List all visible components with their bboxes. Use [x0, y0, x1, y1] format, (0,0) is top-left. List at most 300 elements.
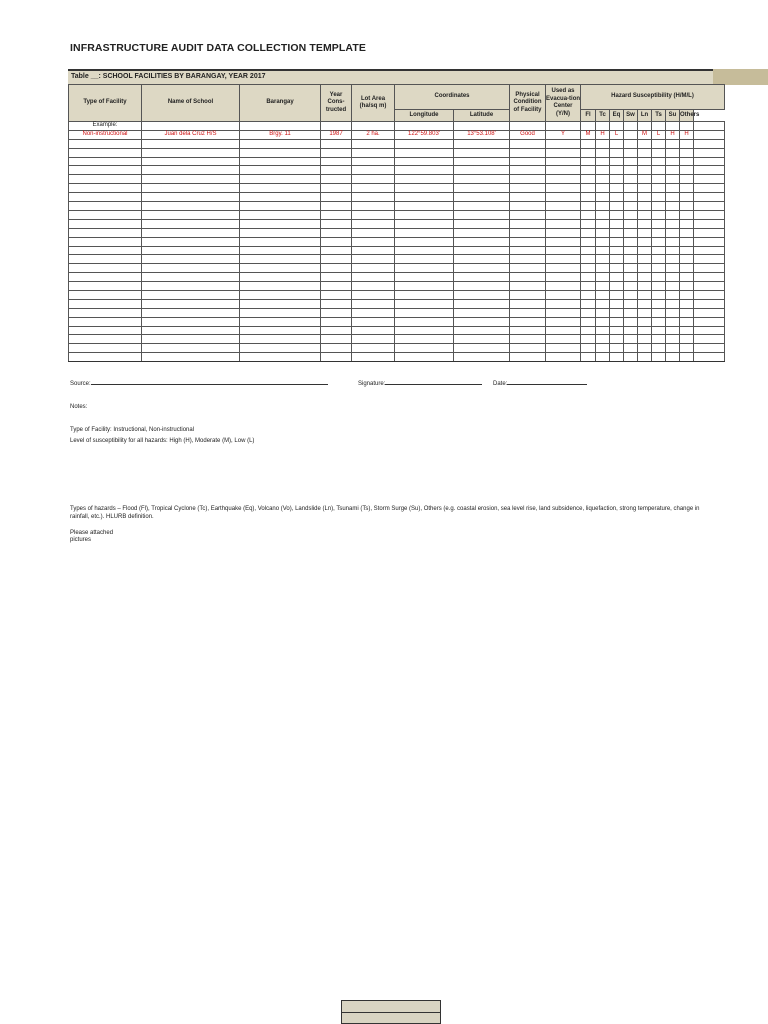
table-cell[interactable]	[546, 326, 581, 335]
table-cell[interactable]	[240, 308, 321, 317]
table-cell[interactable]	[510, 335, 546, 344]
table-cell[interactable]	[546, 148, 581, 157]
table-cell[interactable]	[240, 202, 321, 211]
table-cell[interactable]	[240, 175, 321, 184]
table-cell[interactable]	[652, 246, 666, 255]
table-cell[interactable]	[69, 184, 142, 193]
table-cell[interactable]	[596, 157, 610, 166]
table-cell[interactable]	[240, 326, 321, 335]
table-cell[interactable]	[638, 273, 652, 282]
table-cell[interactable]	[352, 157, 395, 166]
table-cell[interactable]	[694, 202, 725, 211]
table-cell[interactable]	[638, 344, 652, 353]
table-cell[interactable]	[510, 290, 546, 299]
table-cell[interactable]	[666, 210, 680, 219]
table-cell[interactable]	[666, 166, 680, 175]
table-cell[interactable]	[510, 175, 546, 184]
table-cell[interactable]	[510, 228, 546, 237]
table-cell[interactable]	[321, 282, 352, 291]
table-cell[interactable]	[321, 299, 352, 308]
table-cell[interactable]	[69, 308, 142, 317]
table-cell[interactable]	[395, 246, 454, 255]
table-cell[interactable]	[142, 344, 240, 353]
table-cell[interactable]	[321, 166, 352, 175]
table-cell[interactable]	[454, 139, 510, 148]
table-cell[interactable]	[638, 299, 652, 308]
table-cell[interactable]	[352, 175, 395, 184]
table-cell[interactable]	[352, 255, 395, 264]
table-cell[interactable]	[680, 246, 694, 255]
table-cell[interactable]	[666, 299, 680, 308]
table-cell[interactable]	[69, 139, 142, 148]
table-cell[interactable]	[610, 353, 624, 362]
table-cell[interactable]	[666, 273, 680, 282]
table-cell[interactable]	[546, 175, 581, 184]
table-cell[interactable]	[694, 175, 725, 184]
table-cell[interactable]	[694, 219, 725, 228]
table-cell[interactable]	[610, 290, 624, 299]
table-cell[interactable]	[454, 166, 510, 175]
table-cell[interactable]	[510, 273, 546, 282]
table-cell[interactable]	[694, 353, 725, 362]
table-cell[interactable]	[624, 139, 638, 148]
table-cell[interactable]	[142, 139, 240, 148]
table-cell[interactable]	[546, 317, 581, 326]
table-cell[interactable]	[652, 237, 666, 246]
table-cell[interactable]	[395, 317, 454, 326]
table-cell[interactable]	[454, 246, 510, 255]
table-cell[interactable]	[638, 157, 652, 166]
table-cell[interactable]	[240, 228, 321, 237]
table-cell[interactable]	[680, 282, 694, 291]
table-cell[interactable]	[142, 282, 240, 291]
table-cell[interactable]	[624, 210, 638, 219]
table-cell[interactable]	[142, 335, 240, 344]
table-cell[interactable]	[321, 264, 352, 273]
table-cell[interactable]	[546, 139, 581, 148]
table-cell[interactable]	[142, 246, 240, 255]
table-cell[interactable]	[652, 210, 666, 219]
table-cell[interactable]	[510, 139, 546, 148]
table-cell[interactable]	[581, 139, 596, 148]
table-cell[interactable]	[666, 255, 680, 264]
table-cell[interactable]	[624, 264, 638, 273]
table-cell[interactable]	[666, 326, 680, 335]
table-cell[interactable]	[694, 335, 725, 344]
table-cell[interactable]	[321, 290, 352, 299]
table-cell[interactable]	[596, 335, 610, 344]
table-cell[interactable]	[624, 317, 638, 326]
table-cell[interactable]	[69, 202, 142, 211]
table-cell[interactable]	[352, 344, 395, 353]
table-cell[interactable]	[624, 255, 638, 264]
table-cell[interactable]	[638, 237, 652, 246]
table-cell[interactable]	[454, 344, 510, 353]
table-cell[interactable]	[510, 219, 546, 228]
table-cell[interactable]	[395, 335, 454, 344]
table-cell[interactable]	[610, 237, 624, 246]
table-cell[interactable]	[454, 210, 510, 219]
table-cell[interactable]	[240, 219, 321, 228]
table-cell[interactable]	[546, 255, 581, 264]
table-cell[interactable]	[395, 255, 454, 264]
table-cell[interactable]	[142, 317, 240, 326]
table-cell[interactable]	[652, 326, 666, 335]
table-cell[interactable]	[352, 308, 395, 317]
table-cell[interactable]	[680, 335, 694, 344]
table-cell[interactable]	[321, 344, 352, 353]
table-cell[interactable]	[142, 228, 240, 237]
table-cell[interactable]	[454, 157, 510, 166]
table-cell[interactable]	[321, 184, 352, 193]
table-cell[interactable]	[395, 308, 454, 317]
table-cell[interactable]	[694, 344, 725, 353]
table-cell[interactable]	[395, 326, 454, 335]
table-cell[interactable]	[652, 264, 666, 273]
table-cell[interactable]	[395, 237, 454, 246]
table-cell[interactable]	[610, 210, 624, 219]
table-cell[interactable]	[142, 237, 240, 246]
table-cell[interactable]	[321, 202, 352, 211]
table-cell[interactable]	[680, 193, 694, 202]
source-line[interactable]	[91, 378, 328, 385]
table-cell[interactable]	[694, 264, 725, 273]
table-cell[interactable]	[395, 175, 454, 184]
table-cell[interactable]	[454, 228, 510, 237]
table-cell[interactable]	[610, 139, 624, 148]
table-cell[interactable]	[694, 139, 725, 148]
table-cell[interactable]	[596, 255, 610, 264]
table-cell[interactable]	[510, 193, 546, 202]
table-cell[interactable]	[142, 210, 240, 219]
table-cell[interactable]	[596, 264, 610, 273]
source-field[interactable]	[70, 378, 328, 387]
table-cell[interactable]	[610, 219, 624, 228]
table-cell[interactable]	[666, 219, 680, 228]
table-cell[interactable]	[352, 290, 395, 299]
table-cell[interactable]	[454, 175, 510, 184]
table-cell[interactable]	[240, 139, 321, 148]
table-cell[interactable]	[352, 335, 395, 344]
table-cell[interactable]	[666, 264, 680, 273]
table-cell[interactable]	[638, 353, 652, 362]
table-cell[interactable]	[321, 335, 352, 344]
table-cell[interactable]	[694, 184, 725, 193]
table-cell[interactable]	[546, 344, 581, 353]
table-cell[interactable]	[395, 290, 454, 299]
table-cell[interactable]	[638, 219, 652, 228]
table-cell[interactable]	[546, 273, 581, 282]
table-cell[interactable]	[581, 290, 596, 299]
table-cell[interactable]	[546, 353, 581, 362]
table-cell[interactable]	[352, 219, 395, 228]
table-cell[interactable]	[596, 353, 610, 362]
table-cell[interactable]	[581, 219, 596, 228]
table-cell[interactable]	[694, 317, 725, 326]
table-cell[interactable]	[546, 157, 581, 166]
table-cell[interactable]	[638, 290, 652, 299]
table-cell[interactable]	[142, 184, 240, 193]
table-cell[interactable]	[69, 255, 142, 264]
table-cell[interactable]	[69, 166, 142, 175]
table-cell[interactable]	[454, 255, 510, 264]
table-cell[interactable]	[624, 166, 638, 175]
table-cell[interactable]	[240, 157, 321, 166]
table-cell[interactable]	[395, 219, 454, 228]
table-cell[interactable]	[240, 193, 321, 202]
table-cell[interactable]	[510, 246, 546, 255]
table-cell[interactable]	[454, 335, 510, 344]
table-cell[interactable]	[638, 148, 652, 157]
table-cell[interactable]	[395, 228, 454, 237]
table-cell[interactable]	[510, 264, 546, 273]
date-line[interactable]	[507, 378, 587, 385]
table-cell[interactable]	[666, 237, 680, 246]
table-cell[interactable]	[638, 335, 652, 344]
table-cell[interactable]	[321, 139, 352, 148]
table-cell[interactable]	[581, 246, 596, 255]
table-cell[interactable]	[596, 308, 610, 317]
table-cell[interactable]	[69, 282, 142, 291]
table-cell[interactable]	[652, 317, 666, 326]
table-cell[interactable]	[680, 219, 694, 228]
table-cell[interactable]	[240, 299, 321, 308]
table-cell[interactable]	[624, 299, 638, 308]
table-cell[interactable]	[546, 246, 581, 255]
table-cell[interactable]	[666, 335, 680, 344]
table-cell[interactable]	[546, 184, 581, 193]
table-cell[interactable]	[652, 290, 666, 299]
table-cell[interactable]	[69, 148, 142, 157]
table-cell[interactable]	[240, 344, 321, 353]
table-cell[interactable]	[69, 193, 142, 202]
table-cell[interactable]	[638, 246, 652, 255]
table-cell[interactable]	[454, 353, 510, 362]
table-cell[interactable]	[69, 264, 142, 273]
table-cell[interactable]	[680, 290, 694, 299]
table-cell[interactable]	[321, 273, 352, 282]
table-cell[interactable]	[638, 210, 652, 219]
table-cell[interactable]	[581, 282, 596, 291]
table-cell[interactable]	[680, 264, 694, 273]
table-cell[interactable]	[694, 237, 725, 246]
table-cell[interactable]	[680, 308, 694, 317]
table-cell[interactable]	[321, 308, 352, 317]
table-cell[interactable]	[596, 326, 610, 335]
table-cell[interactable]	[395, 202, 454, 211]
table-cell[interactable]	[680, 344, 694, 353]
table-cell[interactable]	[624, 273, 638, 282]
table-cell[interactable]	[510, 308, 546, 317]
table-cell[interactable]	[546, 290, 581, 299]
table-cell[interactable]	[352, 228, 395, 237]
table-cell[interactable]	[610, 317, 624, 326]
table-cell[interactable]	[352, 166, 395, 175]
table-cell[interactable]	[321, 317, 352, 326]
table-cell[interactable]	[352, 299, 395, 308]
table-cell[interactable]	[546, 210, 581, 219]
table-cell[interactable]	[610, 255, 624, 264]
table-cell[interactable]	[546, 219, 581, 228]
table-cell[interactable]	[352, 237, 395, 246]
table-cell[interactable]	[69, 157, 142, 166]
table-cell[interactable]	[352, 184, 395, 193]
table-cell[interactable]	[510, 210, 546, 219]
table-cell[interactable]	[454, 202, 510, 211]
table-cell[interactable]	[624, 157, 638, 166]
table-cell[interactable]	[69, 175, 142, 184]
table-cell[interactable]	[610, 282, 624, 291]
table-cell[interactable]	[581, 237, 596, 246]
table-cell[interactable]	[454, 326, 510, 335]
table-cell[interactable]	[624, 282, 638, 291]
table-cell[interactable]	[69, 353, 142, 362]
table-cell[interactable]	[694, 157, 725, 166]
table-cell[interactable]	[610, 166, 624, 175]
table-cell[interactable]	[596, 175, 610, 184]
table-cell[interactable]	[581, 335, 596, 344]
table-cell[interactable]	[638, 175, 652, 184]
table-cell[interactable]	[652, 344, 666, 353]
table-cell[interactable]	[546, 335, 581, 344]
table-cell[interactable]	[454, 148, 510, 157]
table-cell[interactable]	[240, 210, 321, 219]
table-cell[interactable]	[395, 184, 454, 193]
table-cell[interactable]	[610, 228, 624, 237]
table-cell[interactable]	[321, 326, 352, 335]
table-cell[interactable]	[240, 246, 321, 255]
table-cell[interactable]	[352, 246, 395, 255]
table-cell[interactable]	[240, 290, 321, 299]
table-cell[interactable]	[581, 299, 596, 308]
table-cell[interactable]	[581, 157, 596, 166]
table-cell[interactable]	[680, 166, 694, 175]
table-cell[interactable]	[652, 184, 666, 193]
table-cell[interactable]	[666, 175, 680, 184]
table-cell[interactable]	[596, 237, 610, 246]
table-cell[interactable]	[546, 264, 581, 273]
table-cell[interactable]	[638, 308, 652, 317]
table-cell[interactable]	[666, 246, 680, 255]
table-cell[interactable]	[596, 299, 610, 308]
table-cell[interactable]	[510, 344, 546, 353]
table-cell[interactable]	[638, 139, 652, 148]
table-cell[interactable]	[652, 219, 666, 228]
table-cell[interactable]	[581, 175, 596, 184]
table-cell[interactable]	[680, 202, 694, 211]
table-cell[interactable]	[581, 273, 596, 282]
table-cell[interactable]	[546, 308, 581, 317]
table-cell[interactable]	[680, 255, 694, 264]
table-cell[interactable]	[680, 175, 694, 184]
table-cell[interactable]	[694, 326, 725, 335]
table-cell[interactable]	[624, 290, 638, 299]
signature-field[interactable]	[358, 378, 482, 387]
table-cell[interactable]	[69, 237, 142, 246]
table-cell[interactable]	[694, 255, 725, 264]
table-cell[interactable]	[596, 228, 610, 237]
table-cell[interactable]	[666, 290, 680, 299]
table-cell[interactable]	[142, 219, 240, 228]
table-cell[interactable]	[610, 202, 624, 211]
table-cell[interactable]	[321, 193, 352, 202]
table-cell[interactable]	[510, 353, 546, 362]
table-cell[interactable]	[596, 246, 610, 255]
table-cell[interactable]	[624, 193, 638, 202]
table-cell[interactable]	[680, 184, 694, 193]
table-cell[interactable]	[510, 157, 546, 166]
table-cell[interactable]	[510, 317, 546, 326]
table-cell[interactable]	[652, 282, 666, 291]
table-cell[interactable]	[680, 317, 694, 326]
table-cell[interactable]	[638, 282, 652, 291]
table-cell[interactable]	[454, 219, 510, 228]
table-cell[interactable]	[240, 237, 321, 246]
table-cell[interactable]	[638, 193, 652, 202]
table-cell[interactable]	[581, 326, 596, 335]
table-cell[interactable]	[652, 148, 666, 157]
table-cell[interactable]	[610, 344, 624, 353]
table-cell[interactable]	[652, 175, 666, 184]
table-cell[interactable]	[581, 193, 596, 202]
table-cell[interactable]	[638, 166, 652, 175]
table-cell[interactable]	[69, 228, 142, 237]
table-cell[interactable]	[610, 299, 624, 308]
table-cell[interactable]	[581, 228, 596, 237]
table-cell[interactable]	[454, 264, 510, 273]
table-cell[interactable]	[510, 255, 546, 264]
table-cell[interactable]	[610, 326, 624, 335]
table-cell[interactable]	[546, 166, 581, 175]
table-cell[interactable]	[142, 264, 240, 273]
table-cell[interactable]	[510, 202, 546, 211]
table-cell[interactable]	[240, 353, 321, 362]
table-cell[interactable]	[610, 184, 624, 193]
table-cell[interactable]	[510, 282, 546, 291]
table-cell[interactable]	[652, 273, 666, 282]
table-cell[interactable]	[638, 255, 652, 264]
table-cell[interactable]	[680, 148, 694, 157]
table-cell[interactable]	[638, 184, 652, 193]
table-cell[interactable]	[352, 139, 395, 148]
table-cell[interactable]	[352, 193, 395, 202]
table-cell[interactable]	[69, 273, 142, 282]
table-cell[interactable]	[638, 264, 652, 273]
table-cell[interactable]	[638, 202, 652, 211]
table-cell[interactable]	[652, 228, 666, 237]
table-cell[interactable]	[652, 335, 666, 344]
table-cell[interactable]	[240, 317, 321, 326]
table-cell[interactable]	[680, 228, 694, 237]
table-cell[interactable]	[352, 282, 395, 291]
table-cell[interactable]	[624, 148, 638, 157]
table-cell[interactable]	[610, 335, 624, 344]
table-cell[interactable]	[666, 344, 680, 353]
table-cell[interactable]	[652, 299, 666, 308]
table-cell[interactable]	[638, 317, 652, 326]
table-cell[interactable]	[510, 184, 546, 193]
table-cell[interactable]	[510, 326, 546, 335]
table-cell[interactable]	[666, 228, 680, 237]
table-cell[interactable]	[624, 353, 638, 362]
table-cell[interactable]	[510, 148, 546, 157]
date-field[interactable]	[493, 378, 587, 387]
table-cell[interactable]	[510, 299, 546, 308]
table-cell[interactable]	[596, 344, 610, 353]
table-cell[interactable]	[142, 166, 240, 175]
table-cell[interactable]	[321, 353, 352, 362]
table-cell[interactable]	[624, 175, 638, 184]
